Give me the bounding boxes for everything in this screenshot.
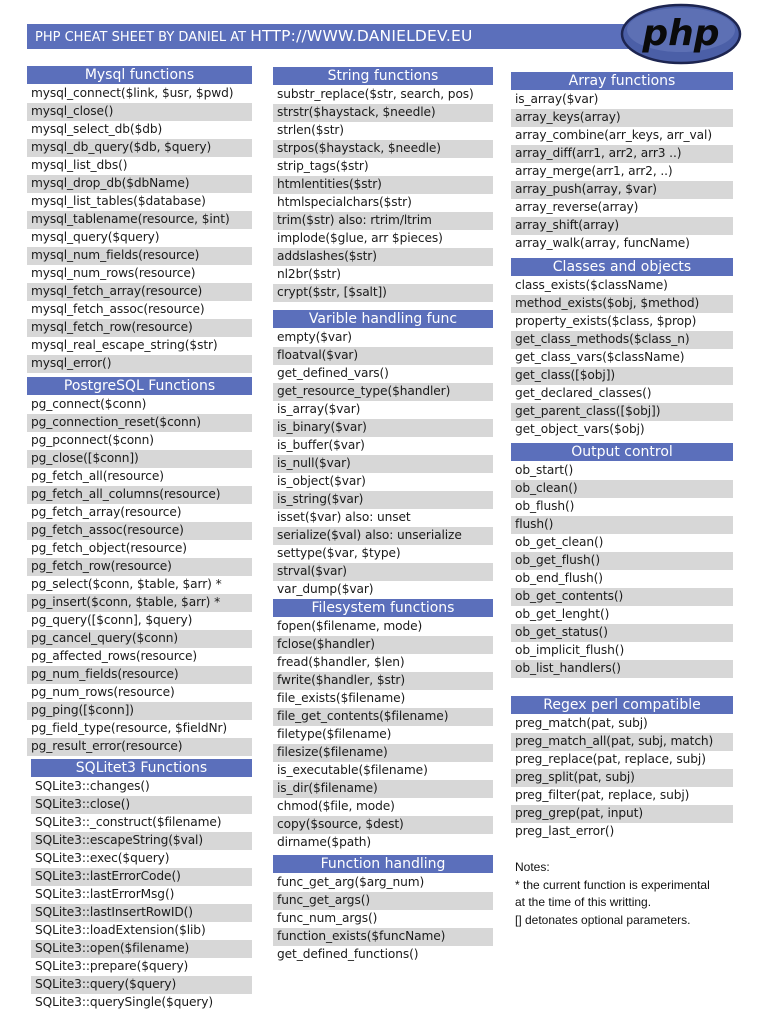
- function-item: array_diff(arr1, arr2, arr3 ..): [511, 145, 733, 163]
- function-item: func_get_args(): [273, 892, 493, 910]
- function-item: htmlspecialchars($str): [277, 195, 412, 209]
- function-item: pg_fetch_all(resource): [31, 469, 164, 483]
- function-item: mysql_close(): [27, 103, 252, 121]
- function-item: func_num_args(): [277, 911, 378, 925]
- function-item: trim($str) also: rtrim/ltrim: [273, 212, 493, 230]
- function-item: class_exists($className): [515, 278, 668, 292]
- notes: [511, 859, 733, 929]
- function-item: array_shift(array): [511, 217, 733, 235]
- function-item: is_object($var): [277, 474, 366, 488]
- function-item: is_buffer($var): [277, 438, 365, 452]
- function-item: SQLite3::prepare($query): [35, 959, 189, 973]
- function-item: mysql_fetch_row(resource): [27, 319, 252, 337]
- section-classes: [511, 258, 733, 439]
- section-title: String functions: [273, 67, 493, 85]
- function-item: property_exists($class, $prop): [515, 314, 697, 328]
- function-item: strip_tags($str): [277, 159, 369, 173]
- section-string: [273, 67, 493, 302]
- function-item: mysql_list_tables($database): [31, 194, 206, 208]
- function-item: SQLite3::query($query): [31, 976, 252, 994]
- function-item: chmod($file, mode): [277, 799, 395, 813]
- php-logo: [620, 3, 742, 65]
- function-item: strlen($str): [277, 123, 344, 137]
- function-item: is_dir($filename): [273, 780, 493, 798]
- header-url: HTTP://WWW.DANIELDEV.EU: [250, 27, 473, 45]
- section-filesystem: [273, 599, 493, 852]
- function-item: get_class([$obj]): [511, 367, 733, 385]
- function-item: htmlentities($str): [273, 176, 493, 194]
- function-item: mysql_drop_db($dbName): [27, 175, 252, 193]
- function-item: preg_split(pat, subj): [511, 769, 733, 787]
- function-item: filetype($filename): [277, 727, 392, 741]
- function-item: mysql_tablename(resource, $int): [27, 211, 252, 229]
- function-item: array_push(array, $var): [511, 181, 733, 199]
- function-item: fread($handler, $len): [277, 655, 405, 669]
- function-item: pg_field_type(resource, $fieldNr): [31, 721, 228, 735]
- function-item: pg_fetch_all_columns(resource): [27, 486, 252, 504]
- function-item: array_keys(array): [511, 109, 733, 127]
- function-item: is_array($var): [277, 402, 361, 416]
- function-item: copy($source, $dest): [273, 816, 493, 834]
- svg-text:php: php: [642, 13, 720, 54]
- section-title: Classes and objects: [511, 258, 733, 276]
- function-item: get_class_methods($class_n): [511, 331, 733, 349]
- function-item: empty($var): [277, 330, 352, 344]
- function-item: preg_grep(pat, input): [511, 805, 733, 823]
- function-item: preg_last_error(): [515, 824, 615, 838]
- function-item: is_binary($var): [273, 419, 493, 437]
- function-item: preg_replace(pat, replace, subj): [515, 752, 706, 766]
- notes-line-2: at the time of this writting.: [515, 895, 652, 909]
- function-item: ob_clean(): [511, 480, 733, 498]
- function-item: strpos($haystack, $needle): [273, 140, 493, 158]
- function-item: get_object_vars($obj): [515, 422, 645, 436]
- function-item: substr_replace($str, search, pos): [277, 87, 474, 101]
- function-item: fclose($handler): [273, 636, 493, 654]
- function-item: is_string($var): [273, 491, 493, 509]
- section-variable: [273, 310, 493, 599]
- section-array: [511, 72, 733, 253]
- function-item: preg_match_all(pat, subj, match): [511, 733, 733, 751]
- function-item: mysql_error(): [27, 355, 252, 373]
- section-function-handling: [273, 855, 493, 964]
- function-item: mysql_db_query($db, $query): [27, 139, 252, 157]
- function-item: file_exists($filename): [277, 691, 406, 705]
- function-item: SQLite3::lastErrorCode(): [31, 868, 252, 886]
- function-item: ob_get_flush(): [511, 552, 733, 570]
- function-item: pg_affected_rows(resource): [31, 649, 198, 663]
- section-sqlite: [27, 759, 252, 1012]
- function-item: flush(): [511, 516, 733, 534]
- function-item: ob_implicit_flush(): [515, 643, 625, 657]
- function-item: pg_select($conn, $table, $arr) *: [31, 577, 222, 591]
- function-item: is_null($var): [273, 455, 493, 473]
- section-title: Filesystem functions: [273, 599, 493, 617]
- function-item: ob_get_clean(): [515, 535, 604, 549]
- function-item: mysql_num_rows(resource): [31, 266, 196, 280]
- function-item: floatval($var): [273, 347, 493, 365]
- function-item: crypt($str, [$salt]): [273, 284, 493, 302]
- function-item: fwrite($handler, $str): [273, 672, 493, 690]
- function-item: mysql_fetch_assoc(resource): [31, 302, 205, 316]
- notes-line-3: [] detonates optional parameters.: [515, 912, 691, 927]
- function-item: var_dump($var): [277, 582, 374, 596]
- function-item: get_parent_class([$obj]): [511, 403, 733, 421]
- function-item: mysql_list_dbs(): [31, 158, 128, 172]
- function-item: ob_list_handlers(): [511, 660, 733, 678]
- function-item: func_get_arg($arg_num): [277, 875, 425, 889]
- function-item: get_class_vars($className): [515, 350, 685, 364]
- function-item: ob_get_status(): [511, 624, 733, 642]
- function-item: mysql_query($query): [31, 230, 160, 244]
- function-item: SQLite3::loadExtension($lib): [35, 923, 206, 937]
- function-item: mysql_real_escape_string($str): [31, 338, 218, 352]
- section-title: Function handling: [273, 855, 493, 873]
- function-item: isset($var) also: unset: [277, 510, 411, 524]
- function-item: array_merge(arr1, arr2, ..): [515, 164, 673, 178]
- function-item: SQLite3::changes(): [35, 779, 150, 793]
- function-item: pg_fetch_row(resource): [27, 558, 252, 576]
- function-item: fopen($filename, mode): [277, 619, 423, 633]
- function-item: is_array($var): [515, 92, 599, 106]
- section-title: Array functions: [511, 72, 733, 90]
- function-item: array_walk(array, funcName): [515, 236, 690, 250]
- function-item: SQLite3::lastErrorMsg(): [35, 887, 175, 901]
- function-item: ob_start(): [515, 463, 574, 477]
- section-mysql: [27, 66, 252, 373]
- function-item: mysql_connect($link, $usr, $pwd): [31, 86, 234, 100]
- function-item: pg_close([$conn]): [27, 450, 252, 468]
- function-item: pg_num_fields(resource): [27, 666, 252, 684]
- section-regex: [511, 696, 733, 841]
- function-item: pg_pconnect($conn): [31, 433, 154, 447]
- notes-heading: Notes:: [515, 860, 550, 874]
- function-item: SQLite3::exec($query): [35, 851, 170, 865]
- function-item: array_reverse(array): [515, 200, 639, 214]
- function-item: settype($var, $type): [277, 546, 401, 560]
- function-item: SQLite3::querySingle($query): [35, 995, 214, 1009]
- function-item: array_combine(arr_keys, arr_val): [515, 128, 712, 142]
- section-title: Varible handling func: [273, 310, 493, 328]
- function-item: ob_get_contents(): [511, 588, 733, 606]
- function-item: pg_fetch_assoc(resource): [27, 522, 252, 540]
- section-output: [511, 443, 733, 678]
- function-item: filesize($filename): [273, 744, 493, 762]
- function-item: mysql_select_db($db): [31, 122, 163, 136]
- function-item: pg_fetch_array(resource): [31, 505, 182, 519]
- function-item: pg_insert($conn, $table, $arr) *: [27, 594, 252, 612]
- function-item: SQLite3::close(): [31, 796, 252, 814]
- section-title: PostgreSQL Functions: [27, 377, 252, 395]
- function-item: ob_end_flush(): [515, 571, 603, 585]
- header-bar: [27, 24, 631, 49]
- function-item: mysql_fetch_array(resource): [27, 283, 252, 301]
- function-item: get_defined_functions(): [277, 947, 419, 961]
- function-item: strstr($haystack, $needle): [273, 104, 493, 122]
- function-item: preg_match(pat, subj): [515, 716, 648, 730]
- function-item: nl2br($str): [277, 267, 341, 281]
- function-item: ob_flush(): [515, 499, 575, 513]
- function-item: pg_query([$conn], $query): [31, 613, 193, 627]
- section-title: SQLitet3 Functions: [31, 759, 252, 777]
- function-item: SQLite3::_construct($filename): [35, 815, 222, 829]
- function-item: method_exists($obj, $method): [511, 295, 733, 313]
- notes-line-1: * the current function is experimental: [515, 877, 710, 892]
- function-item: get_resource_type($handler): [273, 383, 493, 401]
- function-item: SQLite3::escapeString($val): [31, 832, 252, 850]
- function-item: pg_ping([$conn]): [27, 702, 252, 720]
- function-item: dirname($path): [277, 835, 372, 849]
- function-item: file_get_contents($filename): [273, 708, 493, 726]
- function-item: ob_get_lenght(): [515, 607, 610, 621]
- function-item: is_executable($filename): [277, 763, 428, 777]
- function-item: pg_result_error(resource): [27, 738, 252, 756]
- function-item: SQLite3::lastInsertRowID(): [31, 904, 252, 922]
- function-item: strval($var): [273, 563, 493, 581]
- function-item: addslashes($str): [273, 248, 493, 266]
- section-title: Mysql functions: [27, 66, 252, 84]
- section-title: Output control: [511, 443, 733, 461]
- function-item: implode($glue, arr $pieces): [277, 231, 443, 245]
- function-item: pg_cancel_query($conn): [27, 630, 252, 648]
- function-item: serialize($val) also: unserialize: [273, 527, 493, 545]
- function-item: SQLite3::open($filename): [31, 940, 252, 958]
- function-item: get_declared_classes(): [515, 386, 652, 400]
- section-title: Regex perl compatible: [511, 696, 733, 714]
- function-item: pg_num_rows(resource): [31, 685, 175, 699]
- function-item: mysql_num_fields(resource): [27, 247, 252, 265]
- function-item: pg_connect($conn): [31, 397, 147, 411]
- function-item: pg_connection_reset($conn): [27, 414, 252, 432]
- section-postgresql: [27, 377, 252, 756]
- function-item: get_defined_vars(): [277, 366, 389, 380]
- function-item: preg_filter(pat, replace, subj): [515, 788, 690, 802]
- header-prefix: PHP CHEAT SHEET BY DANIEL AT: [35, 30, 251, 45]
- function-item: function_exists($funcName): [273, 928, 493, 946]
- function-item: pg_fetch_object(resource): [31, 541, 187, 555]
